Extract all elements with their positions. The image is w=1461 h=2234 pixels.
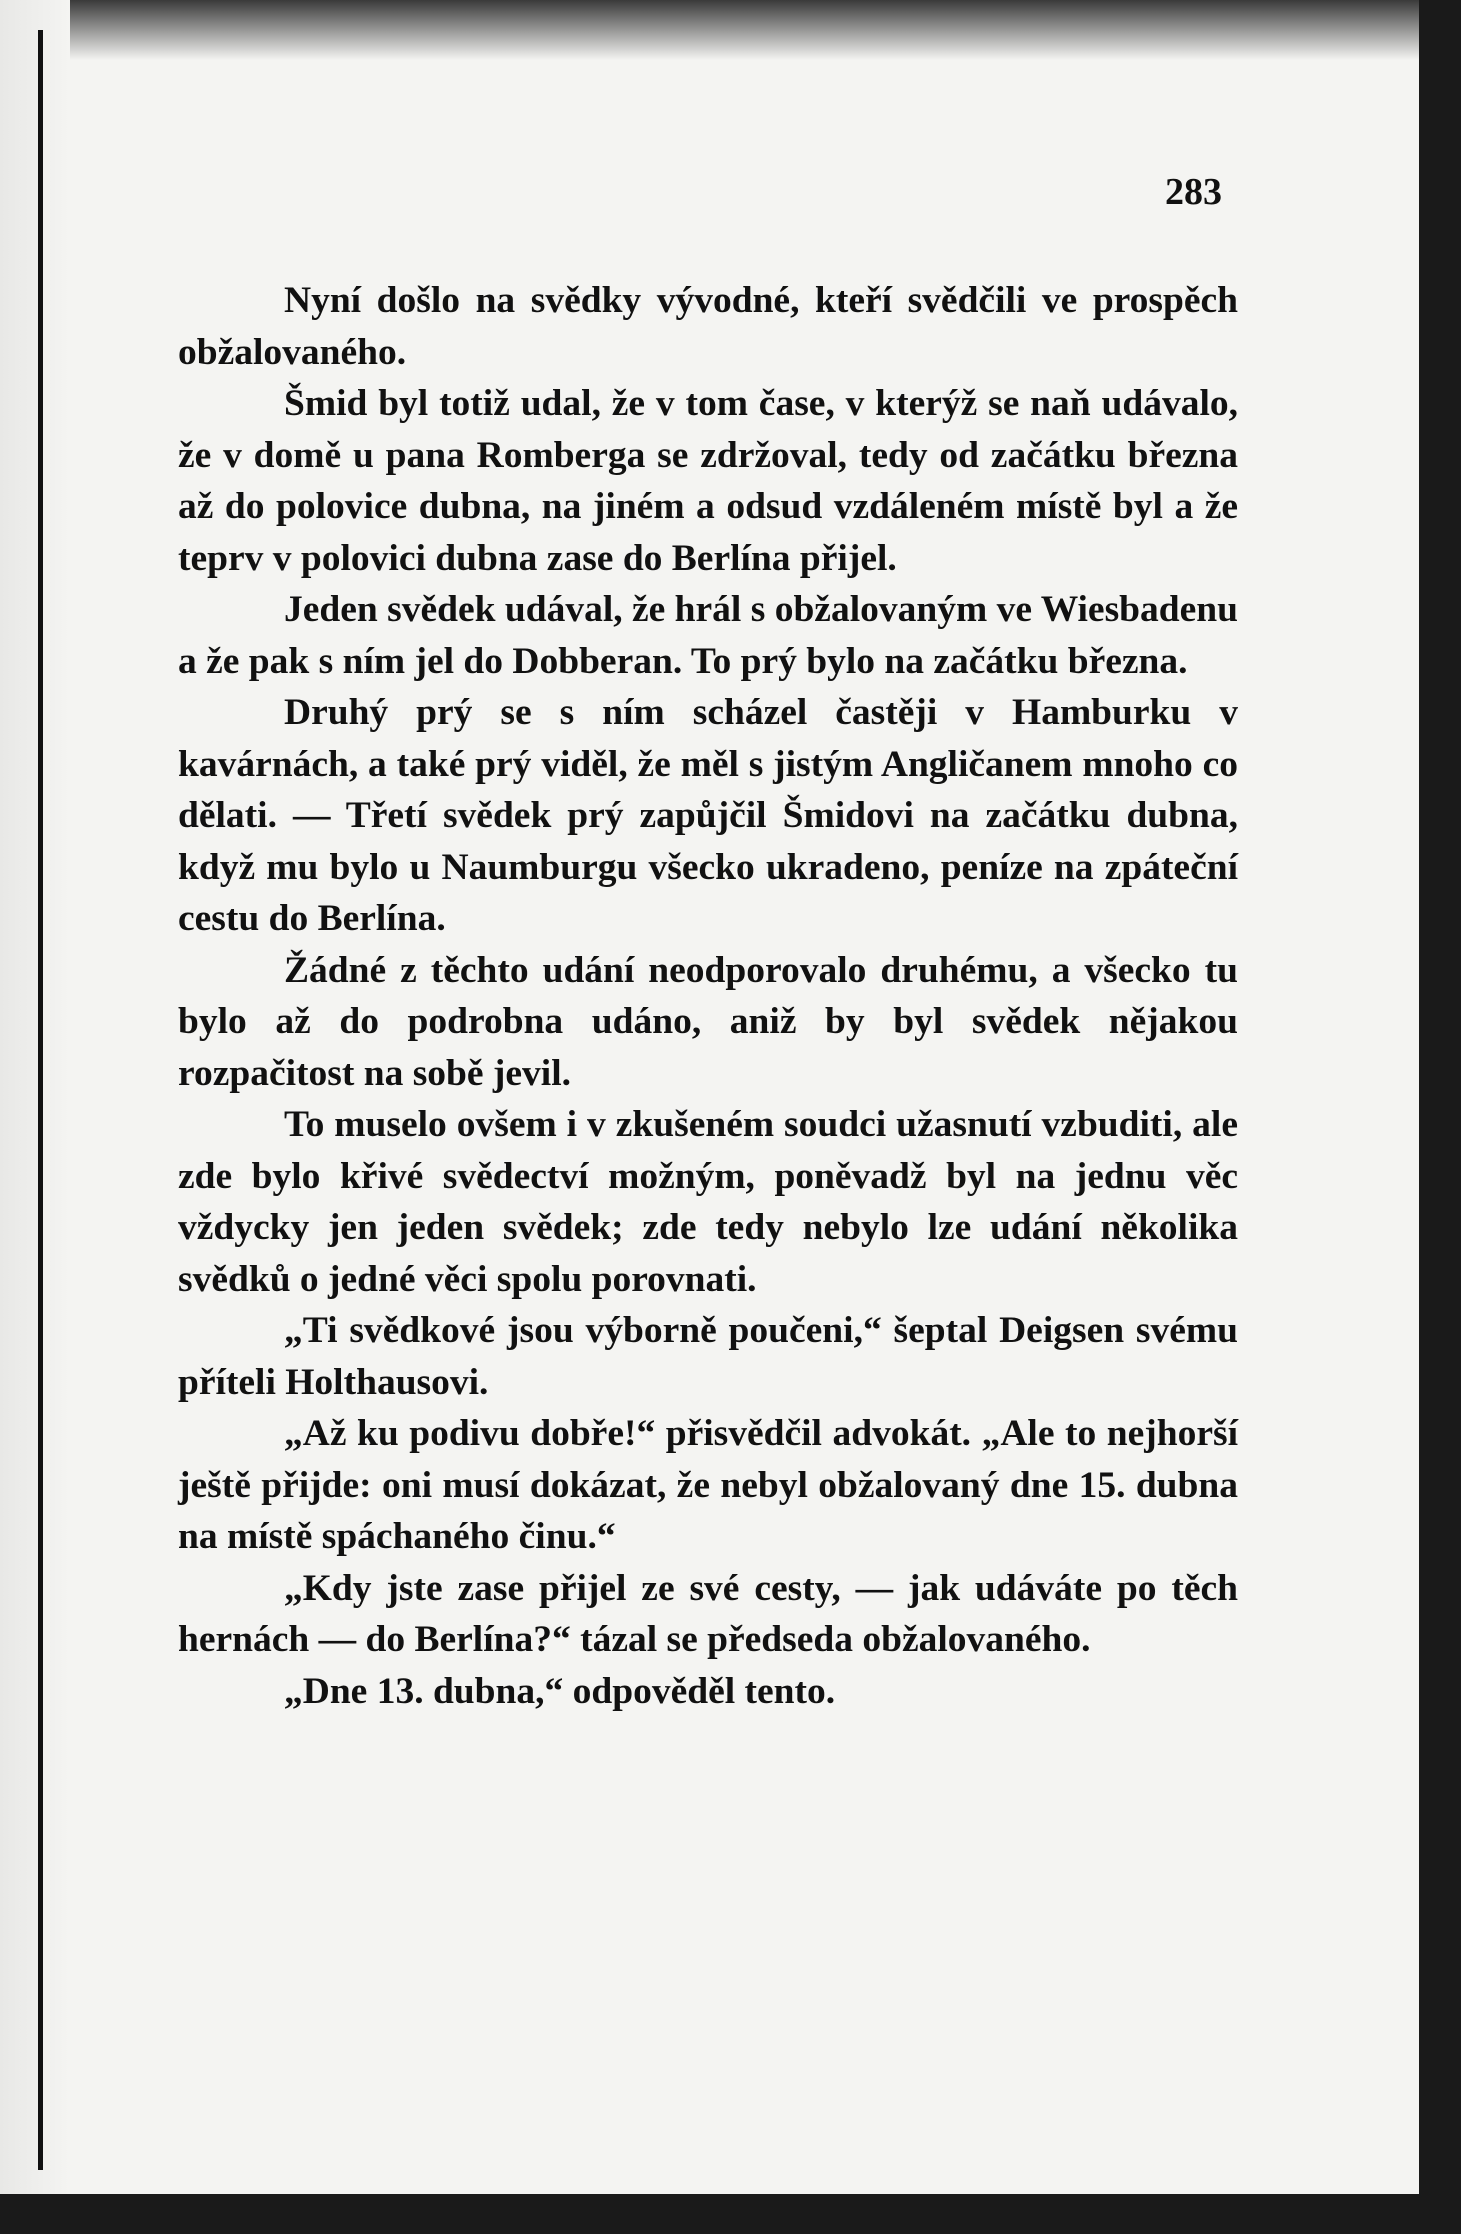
paragraph: Žádné z těchto udání neodporovalo druhému, a všecko tu bylo až do podrobna udáno, aniž by byl svědek nějakou rozpačitost na sobě jevil. [178, 949, 1238, 1094]
paragraph: „Dne 13. dubna,“ odpověděl tento. [284, 1670, 836, 1712]
paragraph: „Až ku podivu dobře!“ přisvědčil advokát. „Ale to nejhorší ještě přijde: oni musí dokázat, že nebyl obžalovaný dne 15. dubna na místě spáchaného činu.“ [178, 1413, 1238, 1557]
paragraph: „Kdy jste zase přijel ze své cesty, — jak udáváte po těch hernách — do Berlína?“ tázal se předseda obžalovaného. [178, 1567, 1238, 1660]
paragraph: Šmid byl totiž udal, že v tom čase, v kterýž se naň udávalo, že v domě u pana Romberga se zdržoval, tedy od začátku března až do polovice dubna, na jiném a odsud vzdáleném místě byl a že teprv v polovici dubna zase do Berlína přijel. [178, 383, 1238, 579]
paragraph: „Ti svědkové jsou výborně poučeni,“ šeptal Deigsen svému příteli Holthausovi. [178, 1310, 1238, 1403]
paragraph: Nyní došlo na svědky vývodné, kteří svědčili ve prospěch obžalovaného. [178, 280, 1238, 373]
page-number: 283 [1165, 171, 1222, 213]
paragraph: Druhý prý se s ním scházel častěji v Hamburku v kavárnách, a také prý viděl, že měl s jistým Angličanem mnoho co dělati. — Třetí svědek prý zapůjčil Šmidovi na začátku dubna, když mu bylo u Naumburgu všecko ukradeno, peníze na zpáteční cestu do Berlína. [178, 692, 1238, 939]
body-text [178, 275, 1238, 1717]
paragraph: To muselo ovšem i v zkušeném soudci užasnutí vzbuditi, ale zde bylo křivé svědectví možným, poněvadž byl na jednu věc vždycky jen jeden svědek; zde tedy nebylo lze udání několika svědků o jedné věci spolu porovnati. [178, 1104, 1238, 1300]
page-left-edge [0, 0, 70, 2194]
binding-edge-line [38, 30, 43, 2170]
paragraph: Jeden svědek udával, že hrál s obžalovaným ve Wiesbadenu a že pak s ním jel do Dobberan. To prý bylo na začátku března. [178, 589, 1238, 682]
